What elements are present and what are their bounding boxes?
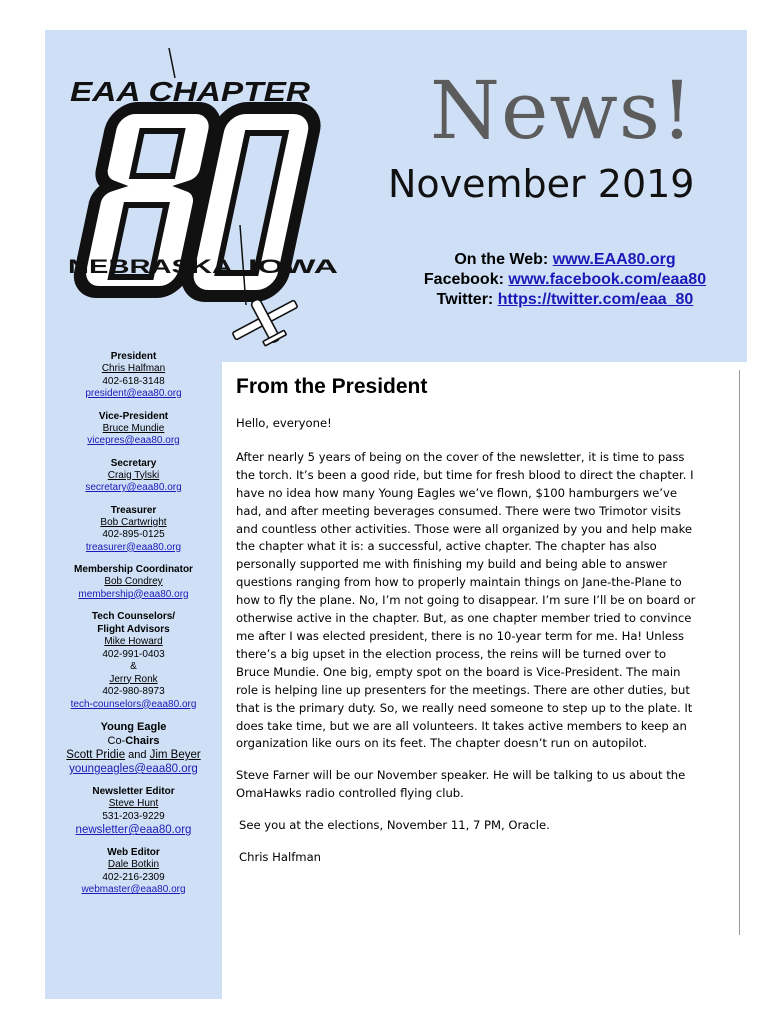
officer-role: Web Editor	[107, 847, 160, 858]
officer-email[interactable]: newsletter@eaa80.org	[75, 824, 192, 836]
officer-phone: 402-216-2309	[102, 871, 165, 883]
officer-name: Scott Pridie	[66, 749, 126, 761]
officer-web-editor	[45, 846, 222, 897]
officer-email[interactable]: vicepres@eaa80.org	[87, 435, 180, 446]
officer-role: Young Eagle	[100, 721, 167, 733]
officer-role: Secretary	[110, 457, 157, 469]
officer-vice-president	[45, 410, 222, 448]
officer-name: Bruce Mundie	[102, 422, 165, 434]
web-links	[395, 250, 735, 310]
officer-separator: &	[130, 661, 137, 672]
officer-email[interactable]: president@eaa80.org	[85, 388, 182, 399]
officer-name-2: Jim Beyer	[149, 749, 201, 761]
officer-phone: 531-203-9229	[102, 810, 165, 822]
officer-young-eagle	[45, 720, 222, 776]
issue-date: November 2019	[388, 162, 695, 206]
officer-list	[45, 350, 222, 906]
officer-role: President	[110, 351, 157, 362]
officer-email[interactable]: treasurer@eaa80.org	[85, 541, 182, 553]
officer-president	[45, 350, 222, 401]
website-label: On the Web:	[454, 251, 553, 268]
officer-tech-counselors	[45, 610, 222, 711]
officer-name: Chris Halfman	[101, 363, 166, 374]
newsletter-title: News!	[430, 64, 695, 157]
officer-phone: 402-991-0403	[102, 648, 165, 660]
and-text: and	[125, 749, 150, 761]
article-heading: From the President	[236, 375, 428, 398]
president-article	[236, 372, 698, 867]
article-body: After nearly 5 years of being on the cover of the newsletter, it is time to pass the torch. It’s been a good ride, but time for fresh blood to direct the chapter. I have no idea how many Young Eagles we’ve flown, $100 hamburgers we’ve had, and after meeting beverages consumed. There were two Trimotor visits and countless other activities. Those were all organized by you and help make the chapter what it is: a successful, active chapter. The chapter has also personally supported me with finishing my build and being able to answer questions ranging from how to properly maintain things on Jane-the-Plane to how to fly the plane. No, I’m not going to disappear. I’m sure I’ll be on board or otherwise active in the chapter. But, as one chapter member tried to convince me after I was elected president, there is no 10-year term for me. Ha! Unless there’s a big upset in the election process, the reins will be turned over to Bruce Mundie. One big, empty spot on the board is Vice-President. The main role is helping line up presenters for the meetings. There are other duties, but that is the primary duty. So, we really need someone to step up to the plate. It does take time, but we are all volunteers. It takes active members to keep an organization like ours on its feet. The chapter doesn’t run on autopilot.	[236, 449, 696, 751]
facebook-link[interactable]: www.facebook.com/eaa80	[508, 271, 707, 288]
twitter-label: Twitter:	[436, 291, 498, 308]
article-signature: Chris Halfman	[239, 850, 322, 865]
logo-top-text: EAA CHAPTER	[70, 76, 311, 107]
officer-email[interactable]: youngeagles@eaa80.org	[69, 763, 198, 775]
officer-role: Membership Coordinator	[74, 564, 193, 575]
officer-email[interactable]: secretary@eaa80.org	[85, 482, 182, 493]
website-link[interactable]: www.EAA80.org	[552, 251, 676, 268]
officer-email[interactable]: membership@eaa80.org	[78, 588, 189, 600]
facebook-label: Facebook:	[423, 271, 509, 288]
co-prefix: Co-	[107, 735, 126, 747]
eaa-chapter-80-logo	[50, 45, 350, 350]
officer-treasurer	[45, 504, 222, 555]
column-divider	[739, 370, 740, 935]
officer-phone: 402-895-0125	[102, 529, 165, 540]
officer-name: Mike Howard	[104, 636, 163, 647]
twitter-link[interactable]: https://twitter.com/eaa_80	[497, 291, 694, 308]
chairs-label: Chairs	[125, 735, 160, 747]
officer-newsletter-editor	[45, 785, 222, 837]
officer-membership-coordinator	[45, 563, 222, 601]
officer-name: Bob Condrey	[104, 576, 163, 587]
officer-phone: 402-618-3148	[102, 375, 165, 387]
logo-left-state: NEBRASKA	[68, 257, 234, 278]
propeller-line	[169, 48, 175, 78]
officer-role: Newsletter Editor	[92, 786, 175, 797]
officer-name: Craig Tylski	[107, 469, 160, 481]
officer-email[interactable]: tech-counselors@eaa80.org	[70, 698, 197, 710]
officer-name: Dale Botkin	[107, 859, 160, 870]
article-greeting: Hello, everyone!	[236, 416, 332, 430]
website-link-line	[395, 250, 735, 270]
officer-phone-2: 402-980-8973	[102, 686, 165, 697]
officer-names-line	[45, 748, 222, 762]
officer-role: Treasurer	[110, 504, 157, 516]
article-closing: See you at the elections, November 11, 7 PM, Oracle.	[239, 818, 550, 833]
officer-co-chairs	[45, 734, 222, 748]
officer-name: Steve Hunt	[108, 798, 159, 809]
officer-role: Tech Counselors/	[91, 611, 176, 622]
facebook-link-line	[395, 270, 735, 290]
officer-role: Vice-President	[98, 410, 169, 422]
officer-name: Bob Cartwright	[100, 516, 167, 528]
officer-secretary	[45, 457, 222, 495]
twitter-link-line	[395, 290, 735, 310]
officer-email[interactable]: webmaster@eaa80.org	[81, 884, 186, 895]
officer-role-line2: Flight Advisors	[97, 624, 170, 635]
article-speaker: Steve Farner will be our November speaker. He will be talking to us about the OmaHawks radio controlled flying club.	[236, 768, 686, 801]
officer-name-2: Jerry Ronk	[109, 673, 158, 685]
logo-right-state: IOWA	[248, 257, 339, 278]
